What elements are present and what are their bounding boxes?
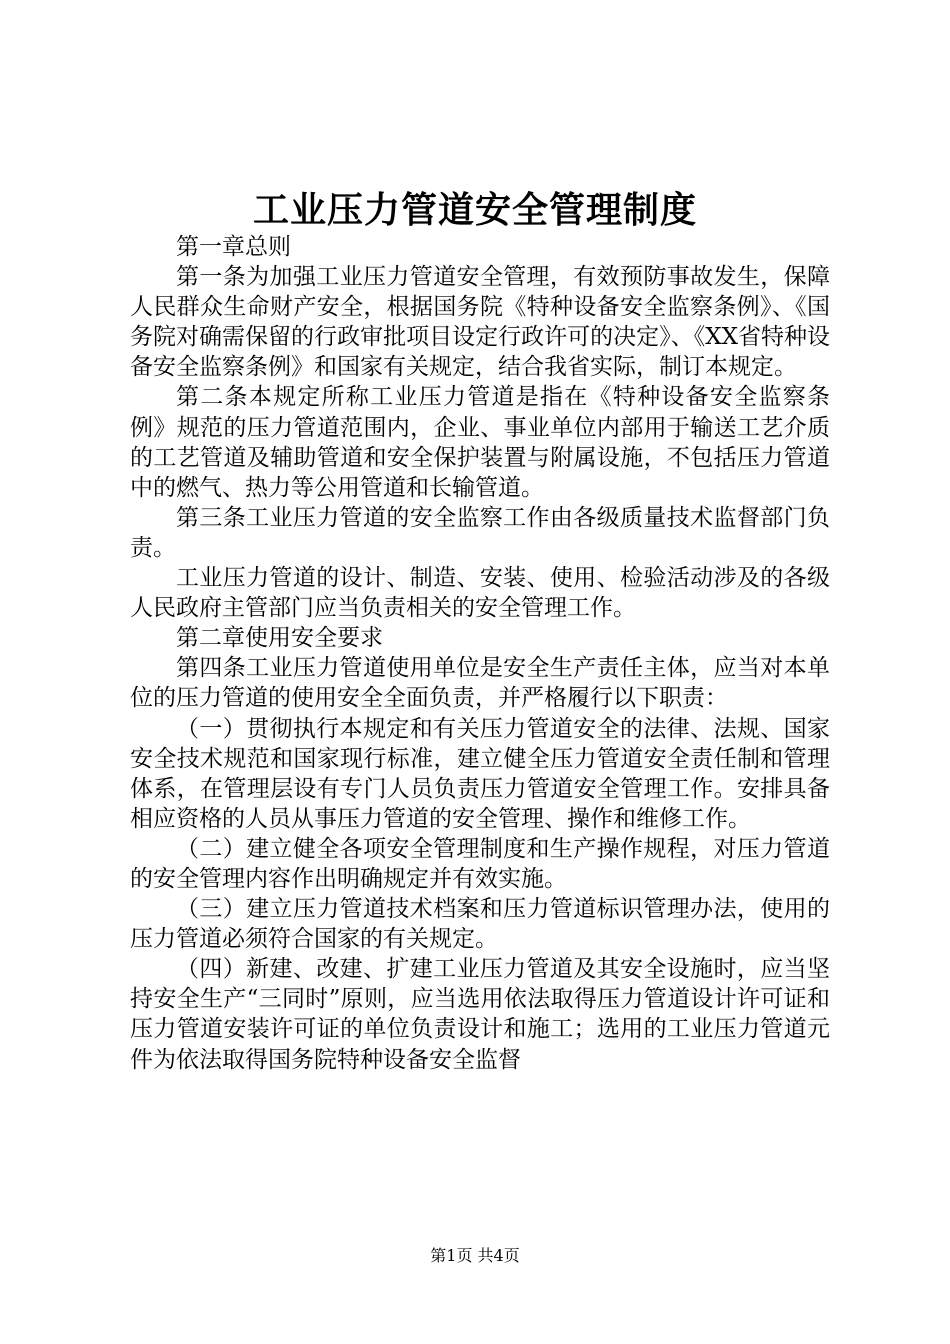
chapter-heading: 第二章使用安全要求 <box>176 625 383 652</box>
list-item-paragraph: （四）新建、改建、扩建工业压力管道及其安全设施时，应当坚持安全生产“三同时”原则，应当选用依法取得压力管道设计许可证和压力管道安装许可证的单位负责设计和施工；选用的工业压力管道元件为依法取得国务院特种设备安全监督 <box>130 956 830 1073</box>
list-item-paragraph: （三）建立压力管道技术档案和压力管道标识管理办法，使用的压力管道必须符合国家的有关规定。 <box>130 896 830 953</box>
document-body <box>130 232 830 1075</box>
article-paragraph: 工业压力管道的设计、制造、安装、使用、检验活动涉及的各级人民政府主管部门应当负责相关的安全管理工作。 <box>130 565 830 622</box>
article-paragraph: 第一条为加强工业压力管道安全管理，有效预防事故发生，保障人民群众生命财产安全，根据国务院《特种设备安全监察条例》、《国务院对确需保留的行政审批项目设定行政许可的决定》、《XX省特种设备安全监察条例》和国家有关规定，结合我省实际，制订本规定。 <box>130 264 830 381</box>
article-paragraph: 第二条本规定所称工业压力管道是指在《特种设备安全监察条例》规范的压力管道范围内，企业、事业单位内部用于输送工艺介质的工艺管道及辅助管道和安全保护装置与附属设施，不包括压力管道中的燃气、热力等公用管道和长输管道。 <box>130 384 830 501</box>
chapter-heading: 第一章总则 <box>176 234 291 260</box>
article-paragraph: 第四条工业压力管道使用单位是安全生产责任主体，应当对本单位的压力管道的使用安全全面负责，并严格履行以下职责： <box>130 655 830 712</box>
page-number-footer: 第1页 共4页 <box>430 1246 520 1265</box>
list-item-paragraph: （一）贯彻执行本规定和有关压力管道安全的法律、法规、国家安全技术规范和国家现行标准，建立健全压力管道安全责任制和管理体系，在管理层设有专门人员负责压力管道安全管理工作。安排具备相应资格的人员从事压力管道的安全管理、操作和维修工作。 <box>130 715 830 832</box>
document-title: 工业压力管道安全管理制度 <box>252 189 697 231</box>
list-item-paragraph: （二）建立健全各项安全管理制度和生产操作规程，对压力管道的安全管理内容作出明确规定并有效实施。 <box>130 835 830 892</box>
article-paragraph: 第三条工业压力管道的安全监察工作由各级质量技术监督部门负责。 <box>130 504 830 561</box>
